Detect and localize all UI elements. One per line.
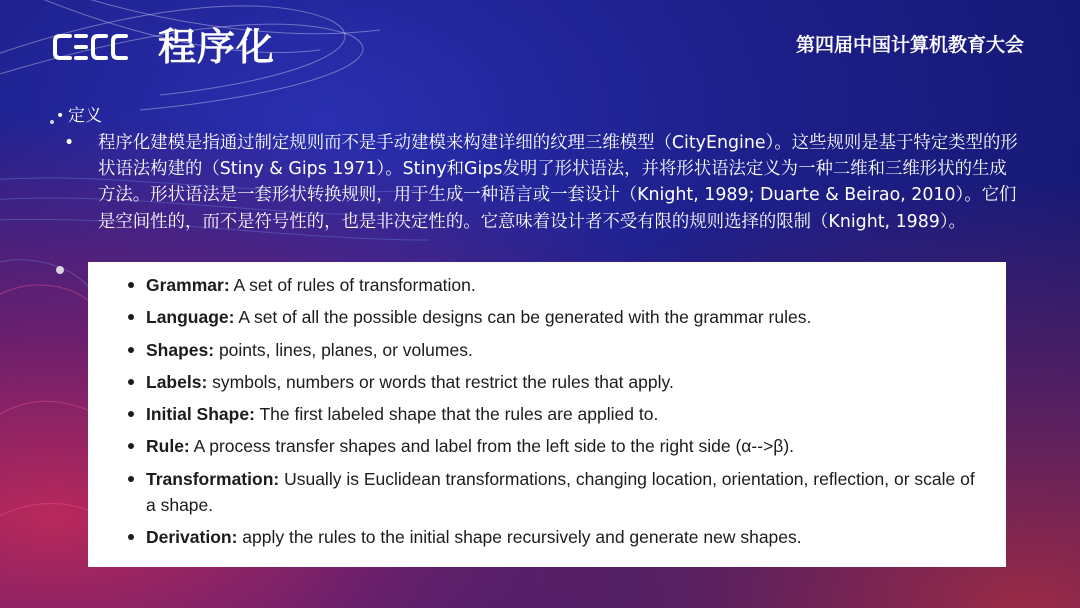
rule-item-shapes (126, 337, 982, 363)
rule-term: Rule: (146, 436, 190, 457)
rule-item-language (126, 304, 982, 330)
rule-description: The first labeled shape that the rules are applied to. (254, 404, 659, 425)
page-title: 程序化 (158, 25, 276, 69)
definition-section (58, 104, 1038, 235)
rule-description: apply the rules to the initial shape recursively and generate new shapes. (237, 527, 802, 548)
rule-item-rule (126, 433, 982, 459)
rule-term: Language: (146, 307, 235, 328)
cecc-logo-icon (52, 28, 136, 66)
rule-description: Usually is Euclidean transformations, changing location, orientation, reflection, or scale of a shape. (146, 468, 975, 515)
rule-item-labels (126, 369, 982, 395)
rule-description: A set of all the possible designs can be generated with the grammar rules. (234, 307, 812, 328)
rule-term: Labels: (146, 371, 208, 392)
conference-name: 第四届中国计算机教育大会 (795, 34, 1024, 56)
bullet-icon: • (64, 133, 75, 153)
rule-item-transformation (126, 466, 982, 518)
rule-item-derivation (126, 524, 982, 550)
rule-description: A set of rules of transformation. (229, 275, 476, 295)
rules-card (88, 262, 1006, 567)
definition-text: 程序化建模是指通过制定规则而不是手动建模来构建详细的纹理三维模型（CityEngine）。这些规则是基于特定类型的形状语法构建的（Stiny & Gips 1971）。Stiny和Gips发明了形状语法，并将形状语法定义为一种二维和三维形状的生成方法。形状语法是一套形状转换规则，用于生成一种语言或一套设计（Knight, 1989; Duarte & Beirao, 2010）。它们是空间性的，而不是符号性的，也是非决定性的。它意味着设计者不受有限的规则选择的限制（Knight, 1989）。 (98, 133, 1018, 232)
rule-description: A process transfer shapes and label from the left side to the right side (α-->β). (189, 436, 795, 457)
rule-term: Initial Shape: (146, 404, 255, 425)
rule-item-grammar (126, 272, 982, 298)
rule-description: symbols, numbers or words that restrict the rules that apply. (207, 371, 674, 392)
rule-term: Shapes: (146, 339, 215, 360)
rules-list (126, 272, 982, 550)
rule-description: points, lines, planes, or volumes. (214, 339, 473, 360)
rule-term: Grammar: (146, 275, 230, 295)
definition-paragraph (58, 130, 1024, 235)
definition-label: • 定义 (58, 104, 1038, 128)
header (0, 0, 1080, 90)
rule-term: Transformation: (146, 468, 280, 489)
rule-item-initial-shape (126, 401, 982, 427)
rule-term: Derivation: (146, 527, 238, 548)
